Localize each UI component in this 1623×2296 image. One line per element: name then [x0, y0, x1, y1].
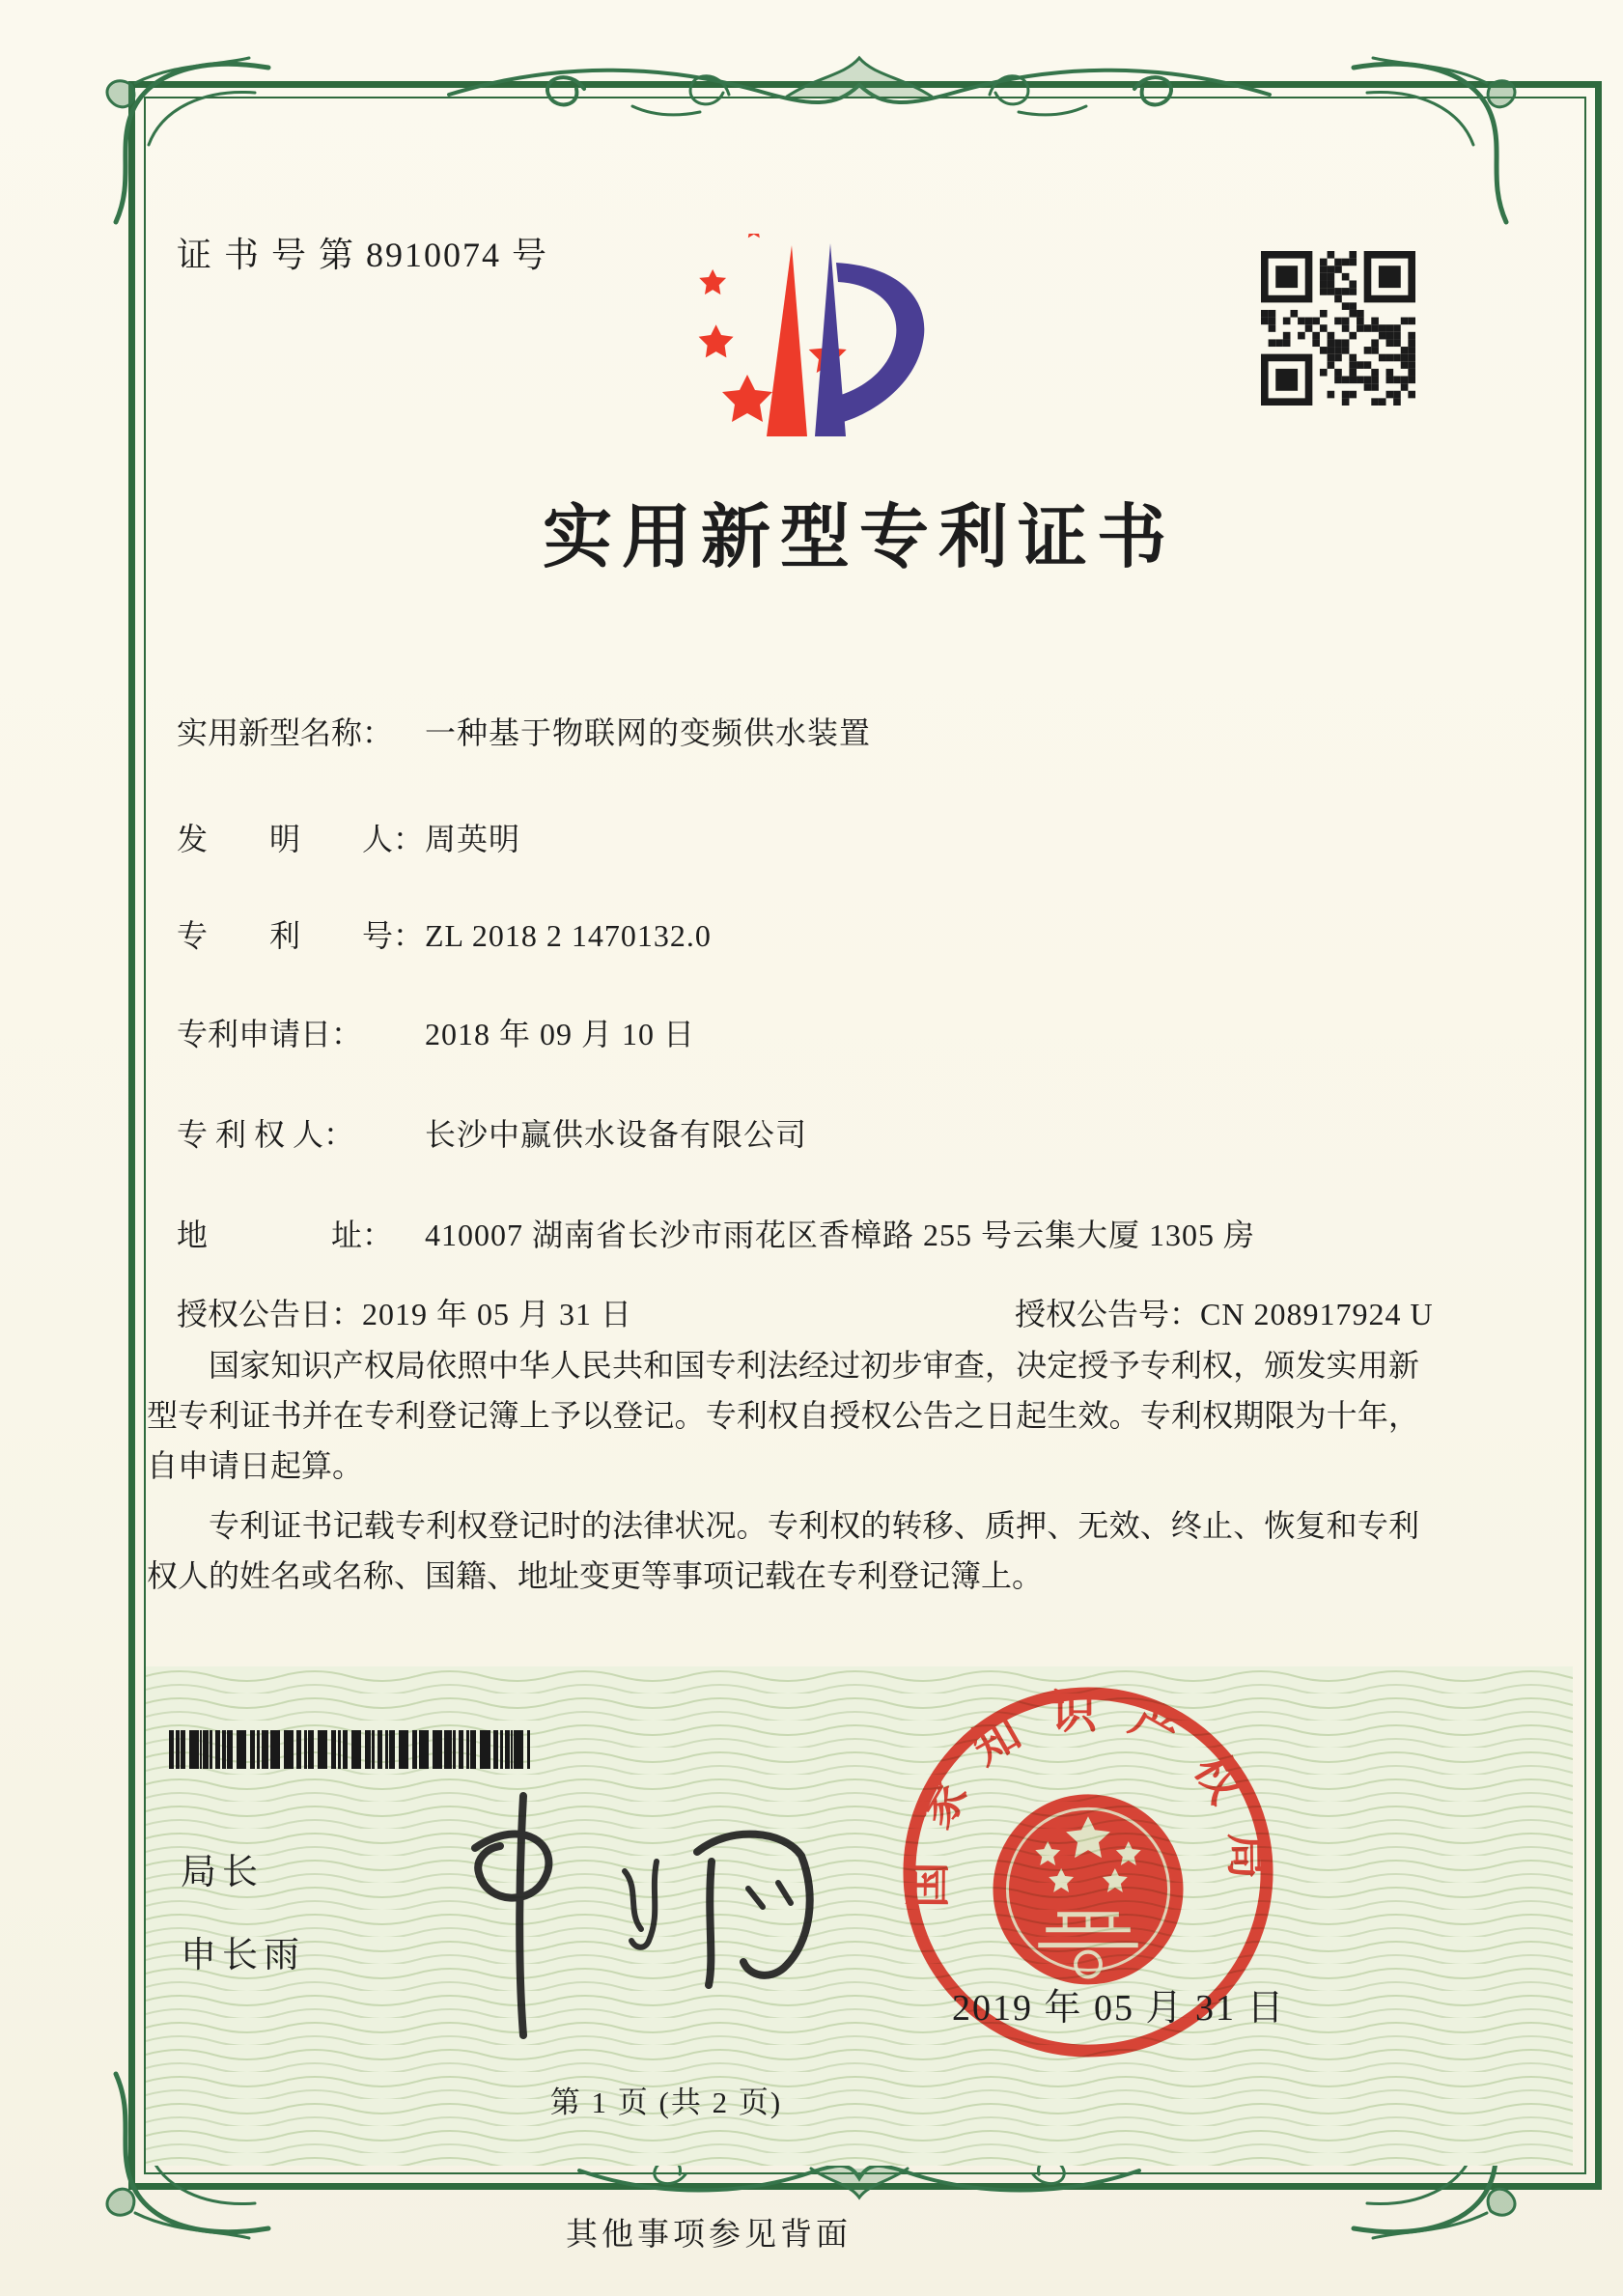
legal-text-block: [147, 1340, 1419, 1610]
field-address: [177, 1211, 1255, 1255]
page-number: 第 1 页 (共 2 页): [549, 2086, 783, 2119]
field-label: 专利申请日：: [177, 1017, 363, 1051]
grant-number-value: CN 208917924 U: [1200, 1297, 1434, 1331]
grant-number-label: 授权公告号：: [1015, 1297, 1201, 1331]
field-patent-number: [177, 911, 712, 956]
certificate-title: 实用新型专利证书: [542, 499, 1176, 576]
field-label: 地 址：: [177, 1218, 394, 1252]
certificate-number: 证 书 号 第 8910074 号: [177, 236, 549, 274]
field-label: 专 利 权 人：: [177, 1117, 355, 1152]
field-value: 410007 湖南省长沙市雨花区香樟路 255 号云集大厦 1305 房: [425, 1218, 1256, 1252]
field-value: 一种基于物联网的变频供水装置: [425, 715, 872, 750]
legal-paragraph-2: 专利证书记载专利权登记时的法律状况。专利权的转移、质押、无效、终止、恢复和专利权人的姓名或名称、国籍、地址变更等事项记载在专利登记簿上。: [147, 1508, 1419, 1593]
field-label: 发 明 人：: [177, 822, 425, 856]
director-title: 局长: [181, 1853, 264, 1892]
grant-number: [1015, 1290, 1434, 1334]
field-value: 2018 年 09 月 10 日: [425, 1017, 696, 1051]
director-signature-icon: [378, 1778, 832, 2049]
field-value: 长沙中赢供水设备有限公司: [425, 1117, 808, 1152]
field-patentee: [177, 1110, 807, 1155]
barcode: [169, 1730, 530, 1769]
national-emblem-icon: [993, 1794, 1183, 1984]
field-inventor: [177, 815, 520, 859]
seal-text: 国家知识产权局: [903, 1687, 1273, 1909]
grant-date-label: 授权公告日：: [177, 1297, 363, 1331]
back-side-note: 其他事项参见背面: [566, 2218, 852, 2253]
cnipa-patent-logo-icon: [674, 234, 931, 442]
field-utility-model-name: [177, 709, 871, 753]
director-name: 申长雨: [181, 1936, 305, 1975]
field-label: 专 利 号：: [177, 918, 425, 953]
grant-date-value: 2019 年 05 月 31 日: [362, 1297, 633, 1331]
seal-date: 2019 年 05 月 31 日: [952, 1988, 1286, 2029]
field-grant-row: [177, 1290, 1434, 1334]
legal-paragraph-1: 国家知识产权局依照中华人民共和国专利法经过初步审查，决定授予专利权，颁发实用新型专利证书并在专利登记簿上予以登记。专利权自授权公告之日起生效。专利权期限为十年，自申请日起算。: [147, 1348, 1419, 1483]
field-label: 实用新型名称：: [177, 715, 394, 750]
qr-code-icon: [1261, 251, 1415, 406]
field-value: 周英明: [425, 822, 521, 856]
field-value: ZL 2018 2 1470132.0: [425, 918, 712, 953]
field-filing-date: [177, 1010, 695, 1054]
